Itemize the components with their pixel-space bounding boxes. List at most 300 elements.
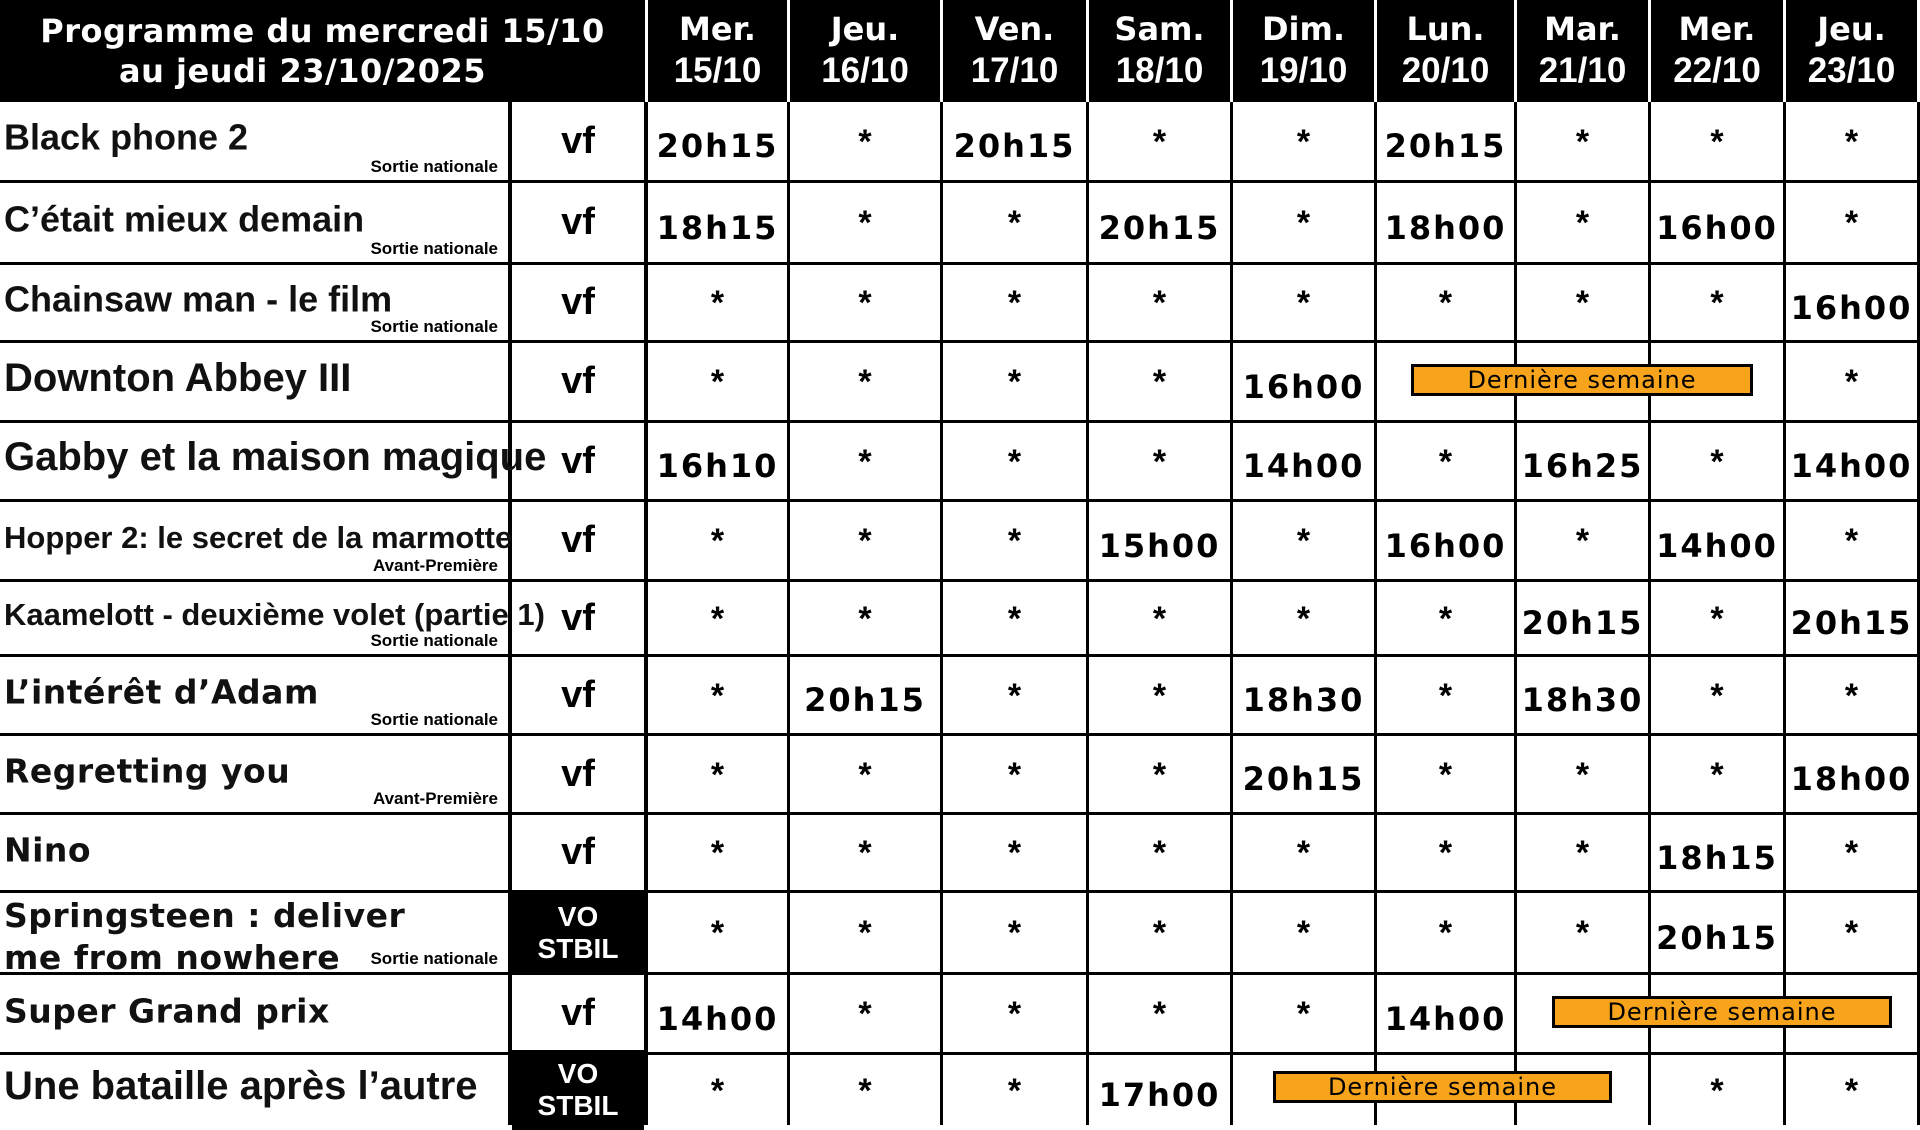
- no-screening-mark: *: [858, 204, 872, 242]
- showtime-cell: [648, 975, 790, 1052]
- showtime-cell: [648, 736, 790, 812]
- showtime-cell: [1651, 657, 1786, 733]
- no-screening-mark: *: [858, 1071, 872, 1110]
- showtime-cell: [1517, 102, 1651, 180]
- no-screening-mark: *: [1007, 755, 1022, 794]
- day-header: [943, 0, 1089, 102]
- showtime-cell: [1233, 736, 1377, 812]
- showtime-cell: [790, 736, 943, 812]
- no-screening-mark: *: [1844, 522, 1859, 560]
- language-cell: [512, 343, 648, 420]
- language-label: vf: [561, 360, 595, 402]
- showtime-cell: [1089, 423, 1233, 499]
- language-cell: [512, 502, 648, 579]
- no-screening-mark: *: [858, 522, 872, 560]
- showtime-cell: [1651, 423, 1786, 499]
- release-tag: Sortie nationale: [370, 710, 498, 729]
- film-cell: [0, 265, 512, 340]
- film-title: Downton Abbey III: [4, 355, 352, 400]
- showtime-cell: [1517, 893, 1651, 972]
- showtime: 14h00: [656, 999, 779, 1038]
- day-name: Dim.: [1261, 10, 1346, 49]
- day-name: Lun.: [1406, 10, 1485, 49]
- no-screening-mark: *: [858, 284, 872, 322]
- showtime-cell: [1377, 423, 1517, 499]
- no-screening-mark: *: [1438, 676, 1453, 715]
- showtime-cell: [648, 815, 790, 890]
- showtime-cell: [1517, 183, 1651, 262]
- no-screening-mark: *: [1152, 284, 1167, 322]
- showtime: 17h00: [1098, 1076, 1221, 1114]
- showtime-cell: [1517, 423, 1651, 499]
- release-tag: Sortie nationale: [370, 317, 498, 336]
- no-screening-mark: *: [1575, 914, 1590, 952]
- film-title: C’était mieux demain: [4, 198, 365, 240]
- showtime-cell: [790, 102, 943, 180]
- showtime-cell: [1651, 265, 1786, 340]
- day-name: Jeu.: [830, 10, 900, 49]
- showtime-cell: [1651, 893, 1786, 972]
- showtime-cell: [790, 815, 943, 890]
- no-screening-mark: *: [1710, 676, 1724, 715]
- day-header: [1089, 0, 1233, 102]
- no-screening-mark: *: [1152, 995, 1167, 1033]
- film-row: [0, 736, 1920, 815]
- release-tag: Sortie nationale: [370, 949, 498, 968]
- showtime-cell: [648, 102, 790, 180]
- no-screening-mark: *: [1844, 834, 1859, 872]
- showtime-cell: [1233, 657, 1377, 733]
- showtime-cell: [648, 657, 790, 733]
- showtime-cell: [1377, 975, 1517, 1052]
- showtime-cell: [1377, 102, 1517, 180]
- film-title: Une bataille après l’autre: [4, 1063, 478, 1108]
- showtime-cell: [1377, 657, 1517, 733]
- film-row: [0, 102, 1920, 183]
- showtime: 15h00: [1098, 526, 1221, 565]
- no-screening-mark: *: [1844, 914, 1859, 952]
- no-screening-mark: *: [1575, 122, 1590, 161]
- showtime-cell: [1089, 1055, 1233, 1125]
- showtime-cell: [1651, 582, 1786, 654]
- showtime-cell: [1517, 736, 1651, 812]
- no-screening-mark: *: [1844, 204, 1859, 242]
- showtime-cell: [1786, 582, 1920, 654]
- day-name: Ven.: [974, 10, 1055, 49]
- showtime-cell: [1517, 582, 1651, 654]
- no-screening-mark: *: [1575, 755, 1590, 794]
- day-date: 21/10: [1538, 51, 1627, 91]
- no-screening-mark: *: [1152, 755, 1167, 794]
- showtime: 20h15: [1656, 918, 1778, 957]
- showtime-cell: [648, 343, 790, 420]
- showtime: 16h00: [1656, 208, 1778, 247]
- language-label: VO STBIL: [512, 1050, 644, 1130]
- release-tag: Avant-Première: [372, 789, 498, 808]
- showtime-cell: [1233, 502, 1377, 579]
- showtime: 20h15: [1790, 604, 1913, 642]
- film-row: [0, 975, 1920, 1055]
- film-row: [0, 893, 1920, 975]
- last-week-banner: Dernière semaine: [1552, 996, 1892, 1028]
- showtime-cell: [1651, 183, 1786, 262]
- no-screening-mark: *: [1007, 995, 1022, 1033]
- showtime-cell: [943, 582, 1089, 654]
- film-title: Gabby et la maison magique: [4, 434, 547, 479]
- showtime-cell: [1089, 102, 1233, 180]
- showtime-cell: [1786, 736, 1920, 812]
- language-label: vf: [561, 596, 595, 639]
- showtime-cell: [1089, 183, 1233, 262]
- day-date: 19/10: [1259, 51, 1348, 91]
- language-label: vf: [561, 119, 595, 162]
- film-cell: [0, 582, 545, 654]
- no-screening-mark: *: [710, 676, 725, 715]
- no-screening-mark: *: [1007, 363, 1022, 401]
- showtime: 16h00: [1384, 526, 1507, 565]
- showtime-cell: [1651, 1055, 1786, 1125]
- film-cell: [0, 975, 512, 1052]
- language-cell: [512, 657, 648, 733]
- day-header: [1233, 0, 1377, 102]
- showtime: 16h10: [656, 447, 779, 485]
- showtime-cell: [1377, 582, 1517, 654]
- no-screening-mark: *: [1007, 676, 1022, 715]
- day-header: [1786, 0, 1920, 102]
- film-cell: [0, 815, 512, 890]
- release-tag: Sortie nationale: [370, 157, 498, 176]
- showtime-cell: [1786, 502, 1920, 579]
- no-screening-mark: *: [1710, 284, 1724, 322]
- language-label: vf: [561, 831, 595, 873]
- showtime: 20h15: [1521, 604, 1644, 642]
- film-row: [0, 343, 1920, 423]
- no-screening-mark: *: [710, 599, 725, 638]
- no-screening-mark: *: [710, 914, 725, 952]
- showtime-cell: [1233, 343, 1377, 420]
- no-screening-mark: *: [1438, 284, 1453, 322]
- showtime-cell: [790, 343, 943, 420]
- showtime-cell: [1377, 893, 1517, 972]
- language-cell: [512, 1055, 648, 1125]
- no-screening-mark: *: [858, 599, 872, 638]
- language-label: VO STBIL: [512, 893, 644, 973]
- showtime-cell: [648, 502, 790, 579]
- no-screening-mark: *: [1152, 676, 1167, 715]
- language-cell: [512, 975, 648, 1052]
- film-cell: [0, 343, 512, 420]
- release-tag: Sortie nationale: [370, 239, 498, 258]
- showtime-cell: [790, 893, 943, 972]
- no-screening-mark: *: [858, 363, 872, 401]
- day-date: 17/10: [970, 51, 1059, 91]
- no-screening-mark: *: [1296, 204, 1311, 242]
- no-screening-mark: *: [710, 522, 725, 560]
- no-screening-mark: *: [1007, 1071, 1022, 1110]
- showtime-cell: [1517, 815, 1651, 890]
- film-row: [0, 657, 1920, 736]
- no-screening-mark: *: [858, 442, 872, 481]
- no-screening-mark: *: [1152, 914, 1167, 952]
- showtime-cell: [790, 183, 943, 262]
- no-screening-mark: *: [710, 363, 725, 401]
- showtime: 18h00: [1790, 760, 1913, 798]
- last-week-banner: Dernière semaine: [1411, 364, 1753, 396]
- no-screening-mark: *: [1844, 363, 1859, 401]
- showtime-cell: [790, 423, 943, 499]
- film-cell: [0, 736, 512, 812]
- film-title: Regretting you: [4, 751, 291, 791]
- showtime-cell: [1651, 502, 1786, 579]
- no-screening-mark: *: [1844, 1071, 1859, 1110]
- showtime-cell: [1517, 657, 1651, 733]
- no-screening-mark: *: [710, 834, 725, 872]
- no-screening-mark: *: [1152, 834, 1167, 872]
- showtime-cell: [1377, 815, 1517, 890]
- day-date: 23/10: [1807, 51, 1896, 91]
- day-date: 22/10: [1673, 51, 1761, 91]
- film-cell: [0, 183, 512, 262]
- showtime-cell: [1786, 1055, 1920, 1125]
- showtime-cell: [1651, 102, 1786, 180]
- showtime-cell: [648, 183, 790, 262]
- no-screening-mark: *: [1152, 599, 1167, 638]
- showtime-cell: [1786, 815, 1920, 890]
- language-label: vf: [561, 673, 595, 716]
- showtime-cell: [1377, 183, 1517, 262]
- showtime-cell: [1233, 423, 1377, 499]
- showtime-cell: [1233, 582, 1377, 654]
- day-header: [1651, 0, 1786, 102]
- film-cell: [0, 893, 512, 977]
- film-title: Black phone 2: [4, 116, 249, 158]
- film-row: [0, 265, 1920, 343]
- showtime: 20h15: [804, 681, 926, 719]
- showtime-cell: [1377, 502, 1517, 579]
- showtime-cell: [943, 265, 1089, 340]
- no-screening-mark: *: [1296, 522, 1311, 560]
- showtime-cell: [1377, 265, 1517, 340]
- language-label: vf: [561, 519, 595, 561]
- showtime-cell: [1089, 893, 1233, 972]
- no-screening-mark: *: [1575, 284, 1590, 322]
- no-screening-mark: *: [710, 1071, 725, 1110]
- showtime-cell: [1517, 502, 1651, 579]
- showtime-cell: [1377, 736, 1517, 812]
- film-cell: [0, 423, 547, 499]
- showtime-cell: [943, 736, 1089, 812]
- no-screening-mark: *: [1844, 122, 1859, 161]
- showtime-cell: [1233, 815, 1377, 890]
- showtime-cell: [1651, 736, 1786, 812]
- showtime-cell: [1233, 102, 1377, 180]
- programme-title: [0, 0, 648, 102]
- film-cell: [0, 657, 512, 733]
- day-date: 18/10: [1115, 51, 1204, 91]
- no-screening-mark: *: [1710, 1071, 1724, 1110]
- showtime: 18h15: [656, 208, 779, 247]
- no-screening-mark: *: [1575, 204, 1590, 242]
- film-title: L’intérêt d’Adam: [4, 672, 319, 712]
- showtime: 14h00: [1790, 447, 1913, 485]
- showtime-cell: [790, 657, 943, 733]
- no-screening-mark: *: [1575, 834, 1590, 872]
- showtime-cell: [790, 265, 943, 340]
- film-row: [0, 183, 1920, 265]
- language-label: vf: [561, 992, 595, 1034]
- day-header: [1517, 0, 1651, 102]
- showtime-cell: [790, 975, 943, 1052]
- film-row: [0, 815, 1920, 893]
- showtime-cell: [1089, 265, 1233, 340]
- film-cell: [0, 102, 512, 180]
- showtime: 18h15: [1656, 838, 1778, 877]
- day-header: [1377, 0, 1517, 102]
- showtime-cell: [648, 265, 790, 340]
- no-screening-mark: *: [1710, 442, 1724, 481]
- showtime-cell: [1089, 657, 1233, 733]
- language-cell: [512, 582, 648, 654]
- no-screening-mark: *: [1710, 122, 1724, 161]
- showtime: 20h15: [656, 127, 779, 165]
- showtime-cell: [1233, 183, 1377, 262]
- showtime-cell: [943, 657, 1089, 733]
- no-screening-mark: *: [1844, 676, 1859, 715]
- no-screening-mark: *: [1438, 914, 1453, 952]
- showtime: 20h15: [1098, 208, 1221, 247]
- showtime-cell: [1651, 815, 1786, 890]
- release-tag: Avant-Première: [372, 556, 498, 575]
- no-screening-mark: *: [1007, 599, 1022, 638]
- no-screening-mark: *: [1438, 442, 1453, 481]
- release-tag: Sortie nationale: [370, 631, 498, 650]
- film-row: [0, 423, 1920, 502]
- film-title: Springsteen : deliver me from nowhere: [4, 896, 406, 977]
- showtime-cell: [943, 102, 1089, 180]
- showtime-cell: [648, 582, 790, 654]
- showtime-cell: [790, 502, 943, 579]
- no-screening-mark: *: [1710, 599, 1724, 638]
- language-cell: [512, 102, 648, 180]
- day-date: 15/10: [673, 51, 762, 91]
- no-screening-mark: *: [1296, 834, 1311, 872]
- showtime-cell: [1089, 975, 1233, 1052]
- showtime-cell: [943, 815, 1089, 890]
- no-screening-mark: *: [858, 755, 872, 794]
- no-screening-mark: *: [1007, 442, 1022, 481]
- film-row: [0, 502, 1920, 582]
- no-screening-mark: *: [1296, 914, 1311, 952]
- no-screening-mark: *: [1438, 834, 1453, 872]
- showtime: 20h15: [953, 127, 1076, 165]
- showtime-cell: [1233, 975, 1377, 1052]
- showtime-cell: [1517, 265, 1651, 340]
- showtime-cell: [1786, 657, 1920, 733]
- language-cell: [512, 736, 648, 812]
- showtime: 18h00: [1384, 208, 1507, 247]
- film-title: Super Grand prix: [4, 990, 330, 1030]
- film-cell: [0, 502, 512, 579]
- showtime-cell: [648, 893, 790, 972]
- day-name: Jeu.: [1817, 10, 1886, 49]
- showtime: 16h00: [1790, 288, 1913, 327]
- no-screening-mark: *: [710, 755, 725, 794]
- no-screening-mark: *: [1296, 284, 1311, 322]
- showtime-cell: [1233, 265, 1377, 340]
- showtime: 14h00: [1384, 999, 1507, 1038]
- film-title: Chainsaw man - le film: [4, 278, 393, 320]
- showtime-cell: [1786, 343, 1920, 420]
- no-screening-mark: *: [858, 122, 872, 161]
- showtime-cell: [790, 582, 943, 654]
- showtime-cell: [1089, 343, 1233, 420]
- showtime: 20h15: [1242, 760, 1365, 798]
- language-label: vf: [561, 201, 595, 243]
- showtime: 18h30: [1521, 681, 1644, 719]
- language-cell: [512, 265, 648, 340]
- showtime-cell: [1786, 893, 1920, 972]
- showtime-cell: [943, 502, 1089, 579]
- last-week-banner: Dernière semaine: [1273, 1071, 1612, 1103]
- language-label: vf: [561, 752, 595, 795]
- day-header: [648, 0, 790, 102]
- showtime-cell: [1089, 582, 1233, 654]
- no-screening-mark: *: [858, 834, 872, 872]
- no-screening-mark: *: [1296, 122, 1311, 161]
- showtime-cell: [790, 1055, 943, 1125]
- language-cell: [512, 815, 648, 890]
- showtime-cell: [1786, 183, 1920, 262]
- no-screening-mark: *: [858, 995, 872, 1033]
- showtime-cell: [943, 343, 1089, 420]
- no-screening-mark: *: [1152, 363, 1167, 401]
- showtime-cell: [1089, 815, 1233, 890]
- showtime-cell: [943, 893, 1089, 972]
- film-title: Nino: [4, 829, 92, 869]
- showtime-cell: [1089, 736, 1233, 812]
- no-screening-mark: *: [1007, 204, 1022, 242]
- no-screening-mark: *: [1007, 284, 1022, 322]
- no-screening-mark: *: [1296, 599, 1311, 638]
- film-title: Kaamelott - deuxième volet (partie 1): [4, 597, 545, 633]
- showtime-cell: [943, 975, 1089, 1052]
- no-screening-mark: *: [1710, 755, 1724, 794]
- language-cell: [512, 893, 648, 972]
- language-cell: [512, 423, 648, 499]
- showtime-cell: [943, 1055, 1089, 1125]
- day-name: Mar.: [1544, 10, 1621, 49]
- no-screening-mark: *: [1575, 522, 1590, 560]
- no-screening-mark: *: [1007, 834, 1022, 872]
- day-name: Sam.: [1114, 10, 1205, 49]
- no-screening-mark: *: [1438, 599, 1453, 638]
- showtime-cell: [943, 183, 1089, 262]
- film-title: Hopper 2: le secret de la marmotte: [4, 519, 513, 555]
- showtime-cell: [1089, 502, 1233, 579]
- showtime: 16h25: [1521, 447, 1644, 485]
- title-line-1: Programme du mercredi 15/10: [40, 12, 605, 50]
- no-screening-mark: *: [1007, 914, 1022, 952]
- no-screening-mark: *: [710, 284, 725, 322]
- day-date: 20/10: [1401, 51, 1490, 91]
- film-row: [0, 582, 1920, 657]
- film-row: [0, 1055, 1920, 1125]
- no-screening-mark: *: [1007, 522, 1022, 560]
- no-screening-mark: *: [1152, 122, 1167, 161]
- film-cell: [0, 1055, 512, 1125]
- showtime-cell: [943, 423, 1089, 499]
- showtime: 20h15: [1384, 127, 1507, 165]
